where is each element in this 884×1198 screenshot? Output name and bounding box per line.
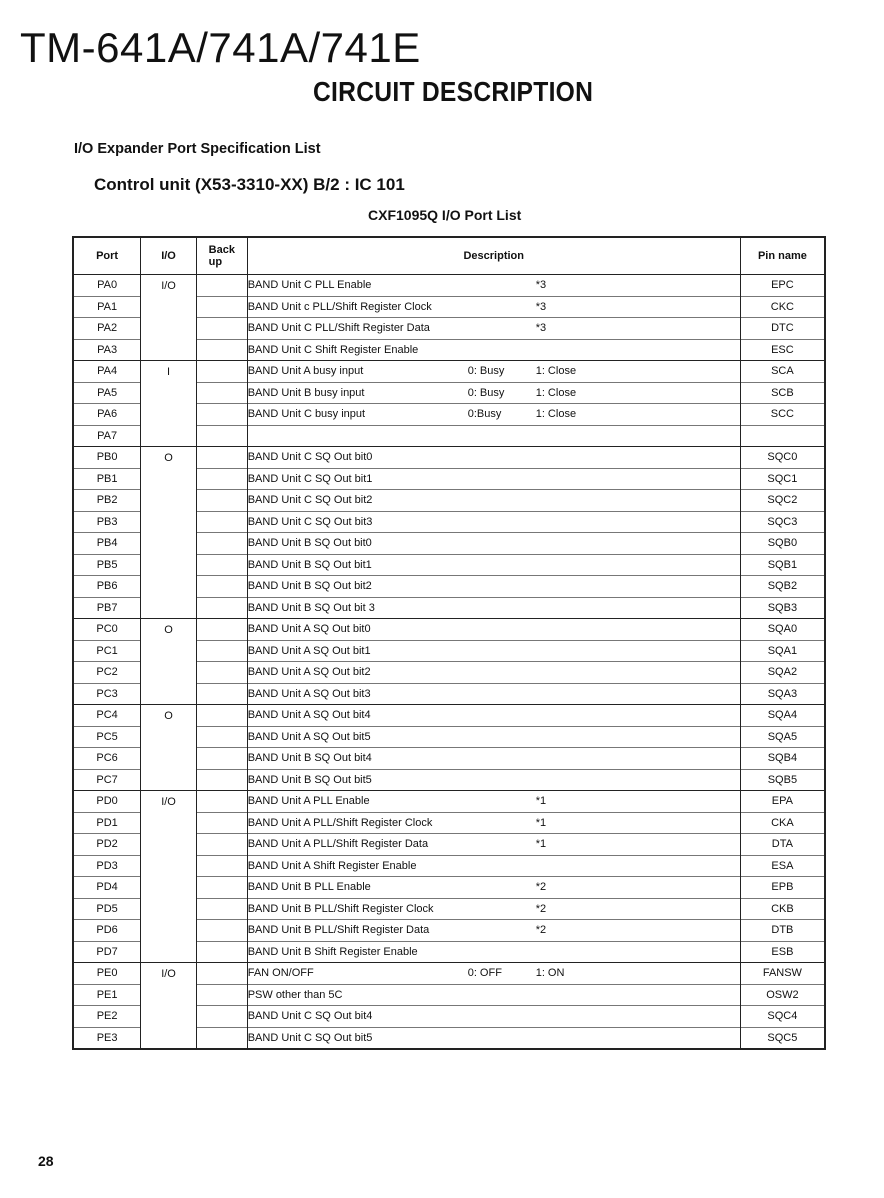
pin-name-cell: ESB [740, 941, 825, 963]
pin-name-cell: SQC1 [740, 468, 825, 490]
backup-cell [196, 339, 247, 361]
table-row [73, 404, 825, 426]
pin-name-cell: SQB0 [740, 533, 825, 555]
description-cell [247, 705, 740, 727]
port-cell: PC3 [73, 683, 141, 705]
table-header-row [73, 237, 825, 275]
table-row [73, 425, 825, 447]
table-row [73, 662, 825, 684]
description-text: BAND Unit A PLL/Shift Register Clock [247, 816, 433, 829]
table-row [73, 554, 825, 576]
io-cell [141, 984, 197, 1006]
table-row [73, 511, 825, 533]
pin-name-cell: DTA [740, 834, 825, 856]
pin-name-cell: FANSW [740, 963, 825, 985]
description-text: BAND Unit B PLL Enable [247, 881, 371, 894]
io-cell [141, 1027, 197, 1049]
pin-name-cell: SCA [740, 361, 825, 383]
backup-cell [196, 447, 247, 469]
port-cell: PA0 [73, 275, 141, 297]
col-backup-header [196, 237, 247, 275]
table-row [73, 318, 825, 340]
backup-cell [196, 576, 247, 598]
table-row [73, 533, 825, 555]
port-cell: PC6 [73, 748, 141, 770]
pin-name-cell: SQB3 [740, 597, 825, 619]
pin-name-cell: SQC0 [740, 447, 825, 469]
port-cell: PE3 [73, 1027, 141, 1049]
io-cell [141, 812, 197, 834]
table-row [73, 898, 825, 920]
io-cell [141, 597, 197, 619]
pin-name-cell: SQA2 [740, 662, 825, 684]
value-one: *1 [535, 838, 547, 851]
description-cell [247, 640, 740, 662]
io-cell [141, 748, 197, 770]
io-cell [141, 533, 197, 555]
backup-cell [196, 597, 247, 619]
pin-name-cell: SQA3 [740, 683, 825, 705]
port-cell: PA2 [73, 318, 141, 340]
pin-name-cell: ESC [740, 339, 825, 361]
pin-name-cell: EPA [740, 791, 825, 813]
description-cell [247, 511, 740, 533]
table-row [73, 597, 825, 619]
description-text: BAND Unit A busy input [247, 365, 364, 378]
pin-name-cell: SCC [740, 404, 825, 426]
port-cell: PE0 [73, 963, 141, 985]
pin-name-cell: CKA [740, 812, 825, 834]
col-description-header: Description [247, 237, 740, 275]
description-cell [247, 619, 740, 641]
table-row [73, 920, 825, 942]
description-cell [247, 898, 740, 920]
description-cell [247, 812, 740, 834]
description-cell [247, 726, 740, 748]
port-cell: PA1 [73, 296, 141, 318]
io-cell: O [141, 705, 197, 727]
backup-cell [196, 877, 247, 899]
io-cell [141, 683, 197, 705]
table-row [73, 275, 825, 297]
value-one: 1: ON [535, 967, 565, 980]
table-row [73, 705, 825, 727]
description-text: BAND Unit B SQ Out bit2 [247, 580, 372, 593]
table-row [73, 447, 825, 469]
io-cell [141, 726, 197, 748]
pin-name-cell: SQA1 [740, 640, 825, 662]
io-cell [141, 468, 197, 490]
pin-name-cell: SQB4 [740, 748, 825, 770]
value-zero: 0: Busy [467, 386, 505, 399]
description-text: BAND Unit C Shift Register Enable [247, 343, 419, 356]
backup-cell [196, 769, 247, 791]
table-row [73, 576, 825, 598]
backup-cell [196, 963, 247, 985]
io-cell: O [141, 447, 197, 469]
pin-name-cell: SQC4 [740, 1006, 825, 1028]
description-cell [247, 296, 740, 318]
port-cell: PB3 [73, 511, 141, 533]
description-cell [247, 490, 740, 512]
port-cell: PD7 [73, 941, 141, 963]
io-cell [141, 425, 197, 447]
port-cell: PD3 [73, 855, 141, 877]
table-row [73, 877, 825, 899]
description-text: BAND Unit B SQ Out bit4 [247, 752, 372, 765]
io-cell [141, 898, 197, 920]
value-one: *3 [535, 322, 547, 335]
description-cell [247, 791, 740, 813]
description-cell [247, 339, 740, 361]
description-text: BAND Unit B SQ Out bit0 [247, 537, 372, 550]
table-row [73, 855, 825, 877]
pin-name-cell: SCB [740, 382, 825, 404]
description-cell [247, 941, 740, 963]
io-cell [141, 318, 197, 340]
pin-name-cell: SQB2 [740, 576, 825, 598]
description-text: BAND Unit B SQ Out bit1 [247, 558, 372, 571]
description-cell [247, 382, 740, 404]
col-port-header: Port [73, 237, 141, 275]
pin-name-cell: SQB1 [740, 554, 825, 576]
value-one: *1 [535, 795, 547, 808]
description-cell [247, 855, 740, 877]
pin-name-cell: SQA0 [740, 619, 825, 641]
io-cell [141, 941, 197, 963]
table-row [73, 468, 825, 490]
table-row [73, 683, 825, 705]
description-text: BAND Unit B PLL/Shift Register Data [247, 924, 430, 937]
description-cell [247, 984, 740, 1006]
description-cell [247, 877, 740, 899]
description-cell [247, 447, 740, 469]
backup-cell [196, 683, 247, 705]
table-row [73, 1027, 825, 1049]
io-cell [141, 640, 197, 662]
subheading: I/O Expander Port Specification List [74, 141, 321, 157]
description-cell [247, 748, 740, 770]
port-cell: PA5 [73, 382, 141, 404]
table-row [73, 296, 825, 318]
port-cell: PD0 [73, 791, 141, 813]
pin-name-cell: SQC5 [740, 1027, 825, 1049]
backup-cell [196, 404, 247, 426]
table-row [73, 339, 825, 361]
backup-cell [196, 318, 247, 340]
description-text: BAND Unit C SQ Out bit4 [247, 1010, 373, 1023]
backup-header-line1: Back [208, 244, 235, 256]
port-cell: PB5 [73, 554, 141, 576]
backup-cell [196, 382, 247, 404]
value-one: *2 [535, 881, 547, 894]
io-cell [141, 855, 197, 877]
description-cell [247, 1027, 740, 1049]
description-text: BAND Unit C SQ Out bit0 [247, 451, 373, 464]
description-cell [247, 963, 740, 985]
backup-cell [196, 984, 247, 1006]
description-text: BAND Unit A SQ Out bit1 [247, 644, 371, 657]
backup-cell [196, 855, 247, 877]
description-cell [247, 468, 740, 490]
io-cell: I/O [141, 275, 197, 297]
io-cell [141, 490, 197, 512]
io-cell [141, 382, 197, 404]
port-cell: PD2 [73, 834, 141, 856]
description-text: BAND Unit A SQ Out bit3 [247, 687, 371, 700]
description-cell [247, 361, 740, 383]
backup-cell [196, 748, 247, 770]
description-text: BAND Unit C SQ Out bit3 [247, 515, 373, 528]
backup-cell [196, 726, 247, 748]
pin-name-cell [740, 425, 825, 447]
port-cell: PC2 [73, 662, 141, 684]
page-number: 28 [38, 1153, 54, 1169]
io-cell [141, 554, 197, 576]
port-cell: PE1 [73, 984, 141, 1006]
table-row [73, 726, 825, 748]
table-row [73, 963, 825, 985]
io-cell [141, 877, 197, 899]
table-row [73, 640, 825, 662]
description-text: BAND Unit A SQ Out bit4 [247, 709, 371, 722]
description-text: BAND Unit B Shift Register Enable [247, 945, 418, 958]
table-row [73, 984, 825, 1006]
port-cell: PD5 [73, 898, 141, 920]
table-row [73, 490, 825, 512]
port-cell: PB2 [73, 490, 141, 512]
table-row [73, 812, 825, 834]
pin-name-cell: OSW2 [740, 984, 825, 1006]
pin-name-cell: EPC [740, 275, 825, 297]
value-one: *1 [535, 816, 547, 829]
port-cell: PD6 [73, 920, 141, 942]
description-text: BAND Unit B SQ Out bit5 [247, 773, 372, 786]
io-cell: O [141, 619, 197, 641]
value-one: 1: Close [535, 365, 577, 378]
pin-name-cell: SQC2 [740, 490, 825, 512]
backup-header-line2: up [208, 256, 223, 268]
description-text: BAND Unit B SQ Out bit 3 [247, 601, 375, 614]
io-cell [141, 296, 197, 318]
backup-cell [196, 705, 247, 727]
value-one: 1: Close [535, 386, 577, 399]
backup-cell [196, 619, 247, 641]
description-text: BAND Unit B busy input [247, 386, 365, 399]
value-one: *2 [535, 924, 547, 937]
table-caption: CXF1095Q I/O Port List [368, 207, 522, 223]
port-cell: PC1 [73, 640, 141, 662]
description-text: BAND Unit C PLL/Shift Register Data [247, 322, 430, 335]
description-text: BAND Unit A SQ Out bit0 [247, 623, 371, 636]
port-cell: PB0 [73, 447, 141, 469]
table-row [73, 382, 825, 404]
port-cell: PB4 [73, 533, 141, 555]
description-text: BAND Unit C SQ Out bit2 [247, 494, 373, 507]
model-title: TM-641A/741A/741E [20, 24, 421, 71]
table-row [73, 834, 825, 856]
description-cell [247, 683, 740, 705]
value-zero: 0:Busy [467, 408, 502, 421]
port-cell: PB1 [73, 468, 141, 490]
backup-cell [196, 468, 247, 490]
io-cell: I/O [141, 791, 197, 813]
io-cell [141, 769, 197, 791]
port-cell: PC7 [73, 769, 141, 791]
io-cell [141, 576, 197, 598]
table-row [73, 619, 825, 641]
port-cell: PC0 [73, 619, 141, 641]
io-cell [141, 662, 197, 684]
pin-name-cell: SQA5 [740, 726, 825, 748]
backup-cell [196, 834, 247, 856]
description-text: BAND Unit A SQ Out bit2 [247, 666, 371, 679]
io-cell: I/O [141, 963, 197, 985]
description-cell [247, 425, 740, 447]
port-cell: PB7 [73, 597, 141, 619]
backup-cell [196, 662, 247, 684]
description-cell [247, 1006, 740, 1028]
description-cell [247, 769, 740, 791]
table-row [73, 1006, 825, 1028]
value-one: 1: Close [535, 408, 577, 421]
port-cell: PD1 [73, 812, 141, 834]
description-text: BAND Unit c PLL/Shift Register Clock [247, 300, 432, 313]
port-cell: PA4 [73, 361, 141, 383]
backup-cell [196, 1027, 247, 1049]
io-cell [141, 511, 197, 533]
value-zero: 0: Busy [467, 365, 505, 378]
backup-cell [196, 812, 247, 834]
backup-cell [196, 296, 247, 318]
table-row [73, 769, 825, 791]
port-cell: PA3 [73, 339, 141, 361]
io-cell [141, 834, 197, 856]
pin-name-cell: CKB [740, 898, 825, 920]
backup-cell [196, 275, 247, 297]
description-text: BAND Unit A PLL Enable [247, 795, 370, 808]
description-cell [247, 662, 740, 684]
pin-name-cell: DTB [740, 920, 825, 942]
value-one: *3 [535, 300, 547, 313]
io-cell [141, 339, 197, 361]
pin-name-cell: SQC3 [740, 511, 825, 533]
description-text: BAND Unit C SQ Out bit1 [247, 472, 373, 485]
value-one: *2 [535, 902, 547, 915]
description-cell [247, 576, 740, 598]
section-title: CIRCUIT DESCRIPTION [313, 76, 594, 107]
description-text: PSW other than 5C [247, 988, 343, 1001]
pin-name-cell: SQA4 [740, 705, 825, 727]
description-cell [247, 597, 740, 619]
description-text: BAND Unit C PLL Enable [247, 279, 372, 292]
port-cell: PC4 [73, 705, 141, 727]
pin-name-cell: DTC [740, 318, 825, 340]
table-row [73, 791, 825, 813]
pin-name-cell: ESA [740, 855, 825, 877]
backup-cell [196, 941, 247, 963]
backup-cell [196, 533, 247, 555]
port-cell: PA6 [73, 404, 141, 426]
backup-cell [196, 898, 247, 920]
port-cell: PA7 [73, 425, 141, 447]
backup-cell [196, 361, 247, 383]
description-cell [247, 533, 740, 555]
description-text: BAND Unit A PLL/Shift Register Data [247, 838, 429, 851]
backup-cell [196, 920, 247, 942]
pin-name-cell: SQB5 [740, 769, 825, 791]
backup-cell [196, 554, 247, 576]
description-cell [247, 275, 740, 297]
backup-cell [196, 1006, 247, 1028]
value-one: *3 [535, 279, 547, 292]
description-text: BAND Unit C SQ Out bit5 [247, 1031, 373, 1044]
port-cell: PD4 [73, 877, 141, 899]
col-pin-name-header: Pin name [740, 237, 825, 275]
table-row [73, 361, 825, 383]
port-cell: PB6 [73, 576, 141, 598]
value-zero: 0: OFF [467, 967, 502, 980]
port-cell: PE2 [73, 1006, 141, 1028]
backup-cell [196, 791, 247, 813]
description-cell [247, 920, 740, 942]
backup-cell [196, 640, 247, 662]
unit-heading: Control unit (X53-3310-XX) B/2 : IC 101 [94, 175, 405, 194]
backup-cell [196, 425, 247, 447]
port-cell: PC5 [73, 726, 141, 748]
io-cell [141, 1006, 197, 1028]
description-text: BAND Unit B PLL/Shift Register Clock [247, 902, 434, 915]
description-text: BAND Unit A SQ Out bit5 [247, 730, 371, 743]
description-cell [247, 554, 740, 576]
description-text: FAN ON/OFF [247, 967, 314, 980]
io-cell [141, 920, 197, 942]
description-text: BAND Unit A Shift Register Enable [247, 859, 417, 872]
description-text: BAND Unit C busy input [247, 408, 366, 421]
description-cell [247, 318, 740, 340]
pin-name-cell: EPB [740, 877, 825, 899]
description-cell [247, 404, 740, 426]
port-list-table [72, 236, 826, 1050]
backup-cell [196, 490, 247, 512]
backup-cell [196, 511, 247, 533]
description-cell [247, 834, 740, 856]
col-io-header: I/O [141, 237, 197, 275]
table-row [73, 941, 825, 963]
pin-name-cell: CKC [740, 296, 825, 318]
io-cell [141, 404, 197, 426]
io-cell: I [141, 361, 197, 383]
table-row [73, 748, 825, 770]
